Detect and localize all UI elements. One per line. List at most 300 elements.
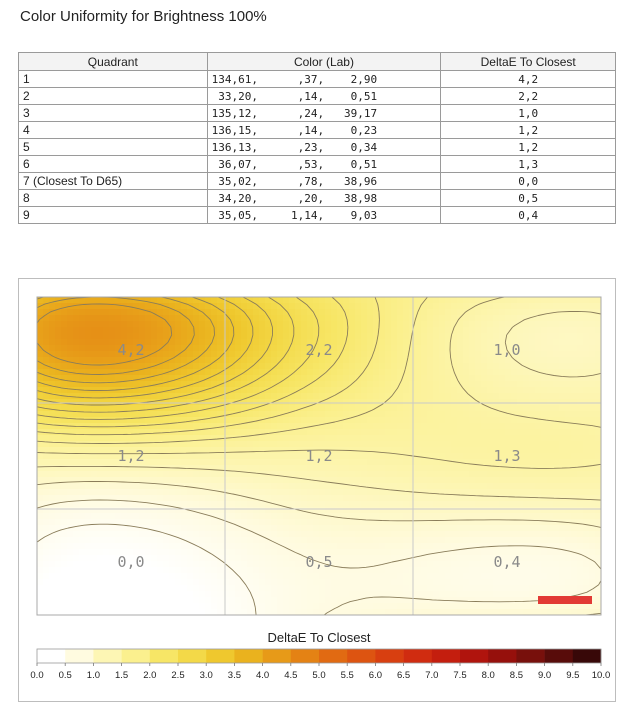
heatmap-cell xyxy=(85,405,92,412)
heatmap-cell xyxy=(91,501,98,508)
heatmap-cell xyxy=(583,369,590,376)
heatmap-cell xyxy=(319,315,326,322)
heatmap-cell xyxy=(133,495,140,502)
quadrant-cell: 2 xyxy=(19,88,208,105)
heatmap-cell xyxy=(211,585,218,592)
heatmap-cell xyxy=(463,381,470,388)
lab-cell: 135,12, ,24, 39,17 xyxy=(207,105,441,122)
heatmap-cell xyxy=(589,327,596,334)
heatmap-cell xyxy=(559,429,566,436)
heatmap-cell xyxy=(433,495,440,502)
heatmap-cell xyxy=(409,495,416,502)
heatmap-cell xyxy=(481,339,488,346)
heatmap-cell xyxy=(403,447,410,454)
heatmap-cell xyxy=(385,303,392,310)
heatmap-cell xyxy=(55,573,62,580)
heatmap-cell xyxy=(385,477,392,484)
heatmap-cell xyxy=(511,507,518,514)
heatmap-cell xyxy=(409,561,416,568)
heatmap-cell xyxy=(493,537,500,544)
heatmap-cell xyxy=(133,525,140,532)
heatmap-cell xyxy=(115,531,122,538)
heatmap-cell xyxy=(439,351,446,358)
heatmap-cell xyxy=(397,585,404,592)
heatmap-cell xyxy=(331,483,338,490)
heatmap-cell xyxy=(553,387,560,394)
heatmap-cell xyxy=(559,567,566,574)
heatmap-cell xyxy=(301,393,308,400)
heatmap-cell xyxy=(295,357,302,364)
heatmap-cell xyxy=(277,603,284,610)
heatmap-cell xyxy=(307,387,314,394)
heatmap-cell xyxy=(319,591,326,598)
heatmap-cell xyxy=(247,453,254,460)
heatmap-cell xyxy=(91,573,98,580)
heatmap-cell xyxy=(61,603,68,610)
heatmap-cell xyxy=(391,423,398,430)
heatmap-cell xyxy=(295,567,302,574)
heatmap-cell xyxy=(121,327,128,334)
heatmap-cell xyxy=(463,603,470,610)
heatmap-cell xyxy=(439,339,446,346)
heatmap-cell xyxy=(247,567,254,574)
heatmap-cell xyxy=(481,549,488,556)
heatmap-cell xyxy=(391,405,398,412)
heatmap-cell xyxy=(103,447,110,454)
heatmap-cell xyxy=(475,321,482,328)
heatmap-cell xyxy=(529,375,536,382)
heatmap-cell xyxy=(439,309,446,316)
heatmap-cell xyxy=(427,435,434,442)
heatmap-cell xyxy=(319,375,326,382)
heatmap-cell xyxy=(103,465,110,472)
heatmap-cell xyxy=(91,591,98,598)
heatmap-cell xyxy=(469,597,476,604)
heatmap-cell xyxy=(295,411,302,418)
heatmap-cell xyxy=(199,315,206,322)
heatmap-cell xyxy=(115,507,122,514)
heatmap-cell xyxy=(367,507,374,514)
heatmap-cell xyxy=(103,531,110,538)
heatmap-cell xyxy=(133,471,140,478)
heatmap-cell xyxy=(565,477,572,484)
heatmap-cell xyxy=(547,453,554,460)
heatmap-cell xyxy=(457,351,464,358)
heatmap-cell xyxy=(283,441,290,448)
heatmap-cell xyxy=(199,411,206,418)
heatmap-cell xyxy=(361,477,368,484)
heatmap-cell xyxy=(247,303,254,310)
heatmap-cell xyxy=(421,495,428,502)
heatmap-cell xyxy=(43,471,50,478)
heatmap-cell xyxy=(403,579,410,586)
heatmap-cell xyxy=(403,375,410,382)
heatmap-cell xyxy=(427,327,434,334)
heatmap-cell xyxy=(133,573,140,580)
heatmap-cell xyxy=(499,387,506,394)
heatmap-cell xyxy=(487,525,494,532)
heatmap-cell xyxy=(307,495,314,502)
heatmap-cell xyxy=(211,399,218,406)
heatmap-cell xyxy=(517,573,524,580)
heatmap-cell xyxy=(511,525,518,532)
heatmap-cell xyxy=(253,471,260,478)
heatmap-cell xyxy=(463,351,470,358)
heatmap-cell xyxy=(49,513,56,520)
heatmap-cell xyxy=(211,309,218,316)
quadrant-cell: 9 xyxy=(19,207,208,224)
heatmap-cell xyxy=(565,393,572,400)
heatmap-cell xyxy=(463,447,470,454)
heatmap-cell xyxy=(541,459,548,466)
heatmap-cell xyxy=(541,561,548,568)
heatmap-cell xyxy=(553,333,560,340)
heatmap-cell xyxy=(313,471,320,478)
heatmap-cell xyxy=(151,489,158,496)
heatmap-cell xyxy=(583,495,590,502)
heatmap-cell xyxy=(421,597,428,604)
heatmap-cell xyxy=(157,507,164,514)
heatmap-cell xyxy=(385,495,392,502)
heatmap-cell xyxy=(565,309,572,316)
heatmap-cell xyxy=(133,399,140,406)
heatmap-cell xyxy=(529,489,536,496)
heatmap-cell xyxy=(379,333,386,340)
heatmap-cell xyxy=(451,483,458,490)
heatmap-cell xyxy=(565,357,572,364)
heatmap-cell xyxy=(103,573,110,580)
heatmap-cell xyxy=(523,321,530,328)
heatmap-cell xyxy=(163,561,170,568)
heatmap-cell xyxy=(187,555,194,562)
heatmap-cell xyxy=(169,471,176,478)
heatmap-cell xyxy=(547,471,554,478)
heatmap-cell xyxy=(385,597,392,604)
heatmap-cell xyxy=(79,585,86,592)
heatmap-cell xyxy=(535,567,542,574)
heatmap-cell xyxy=(127,537,134,544)
heatmap-cell xyxy=(373,513,380,520)
heatmap-cell xyxy=(181,567,188,574)
heatmap-cell xyxy=(427,531,434,538)
heatmap-cell xyxy=(187,351,194,358)
heatmap-cell xyxy=(295,321,302,328)
heatmap-cell xyxy=(301,333,308,340)
heatmap-cell xyxy=(541,573,548,580)
heatmap-cell xyxy=(97,363,104,370)
heatmap-cell xyxy=(385,537,392,544)
heatmap-cell xyxy=(373,555,380,562)
heatmap-cell xyxy=(571,555,578,562)
heatmap-cell xyxy=(253,345,260,352)
heatmap-cell xyxy=(487,501,494,508)
column-header-quadrant: Quadrant xyxy=(19,53,208,71)
heatmap-cell xyxy=(349,555,356,562)
heatmap-cell xyxy=(67,531,74,538)
heatmap-cell xyxy=(85,441,92,448)
heatmap-cell xyxy=(235,567,242,574)
heatmap-cell xyxy=(211,441,218,448)
heatmap-cell xyxy=(295,327,302,334)
heatmap-cell xyxy=(535,519,542,526)
heatmap-cell xyxy=(205,495,212,502)
heatmap-cell xyxy=(349,303,356,310)
heatmap-cell xyxy=(253,519,260,526)
heatmap-cell xyxy=(547,321,554,328)
heatmap-cell xyxy=(337,477,344,484)
heatmap-cell xyxy=(265,603,272,610)
heatmap-cell xyxy=(283,429,290,436)
heatmap-cell xyxy=(433,309,440,316)
heatmap-cell xyxy=(325,537,332,544)
heatmap-cell xyxy=(43,591,50,598)
heatmap-cell xyxy=(475,333,482,340)
heatmap-cell xyxy=(187,309,194,316)
heatmap-cell xyxy=(415,537,422,544)
heatmap-cell xyxy=(427,519,434,526)
heatmap-cell xyxy=(313,363,320,370)
heatmap-cell xyxy=(349,405,356,412)
heatmap-cell xyxy=(217,477,224,484)
heatmap-cell xyxy=(529,549,536,556)
heatmap-cell xyxy=(373,375,380,382)
heatmap-cell xyxy=(61,351,68,358)
heatmap-cell xyxy=(55,483,62,490)
heatmap-cell xyxy=(61,441,68,448)
heatmap-cell xyxy=(367,549,374,556)
heatmap-cell xyxy=(463,435,470,442)
heatmap-cell xyxy=(487,435,494,442)
heatmap-cell xyxy=(589,573,596,580)
heatmap-cell xyxy=(193,513,200,520)
heatmap-cell xyxy=(385,453,392,460)
heatmap-cell xyxy=(121,309,128,316)
heatmap-cell xyxy=(259,363,266,370)
heatmap-cell xyxy=(409,465,416,472)
heatmap-cell xyxy=(523,309,530,316)
heatmap-cell xyxy=(379,495,386,502)
deltae-cell: 1,0 xyxy=(441,105,616,122)
heatmap-cell xyxy=(241,453,248,460)
heatmap-cell xyxy=(301,585,308,592)
heatmap-cell xyxy=(229,513,236,520)
heatmap-cell xyxy=(451,585,458,592)
heatmap-cell xyxy=(427,297,434,304)
heatmap-cell xyxy=(151,585,158,592)
heatmap-cell xyxy=(397,489,404,496)
heatmap-cell xyxy=(469,333,476,340)
heatmap-cell xyxy=(421,381,428,388)
heatmap-cell xyxy=(463,597,470,604)
heatmap-cell xyxy=(307,471,314,478)
heatmap-cell xyxy=(481,357,488,364)
heatmap-cell xyxy=(205,555,212,562)
heatmap-cell xyxy=(433,339,440,346)
heatmap-cell xyxy=(301,579,308,586)
heatmap-cell xyxy=(589,531,596,538)
heatmap-cell xyxy=(121,333,128,340)
heatmap-cell xyxy=(385,393,392,400)
heatmap-cell xyxy=(139,435,146,442)
heatmap-cell xyxy=(289,585,296,592)
heatmap-cell xyxy=(367,387,374,394)
heatmap-cell xyxy=(235,333,242,340)
heatmap-cell xyxy=(547,555,554,562)
heatmap-cell xyxy=(163,513,170,520)
heatmap-cell xyxy=(145,459,152,466)
heatmap-cell xyxy=(199,333,206,340)
heatmap-cell xyxy=(211,435,218,442)
quadrant-cell: 8 xyxy=(19,190,208,207)
heatmap-cell xyxy=(373,549,380,556)
heatmap-cell xyxy=(223,555,230,562)
heatmap-cell xyxy=(433,429,440,436)
heatmap-cell xyxy=(349,507,356,514)
heatmap-cell xyxy=(403,327,410,334)
heatmap-cell xyxy=(109,447,116,454)
heatmap-cell xyxy=(379,525,386,532)
heatmap-cell xyxy=(79,327,86,334)
heatmap-cell xyxy=(523,453,530,460)
heatmap-cell xyxy=(367,489,374,496)
heatmap-cell xyxy=(589,429,596,436)
heatmap-cell xyxy=(343,399,350,406)
heatmap-cell xyxy=(319,495,326,502)
heatmap-cell xyxy=(553,393,560,400)
heatmap-cell xyxy=(535,441,542,448)
heatmap-cell xyxy=(415,339,422,346)
heatmap-cell xyxy=(463,453,470,460)
heatmap-cell xyxy=(559,513,566,520)
heatmap-cell xyxy=(67,327,74,334)
heatmap-cell xyxy=(253,321,260,328)
heatmap-cell xyxy=(307,537,314,544)
heatmap-cell xyxy=(367,513,374,520)
heatmap-cell xyxy=(241,441,248,448)
heatmap-cell xyxy=(403,513,410,520)
heatmap-cell xyxy=(415,483,422,490)
heatmap-cell xyxy=(493,531,500,538)
heatmap-cell xyxy=(391,297,398,304)
heatmap-cell xyxy=(49,453,56,460)
heatmap-cell xyxy=(361,525,368,532)
heatmap-cell xyxy=(553,441,560,448)
heatmap-cell xyxy=(85,315,92,322)
heatmap-cell xyxy=(337,525,344,532)
heatmap-cell xyxy=(253,453,260,460)
heatmap-cell xyxy=(79,393,86,400)
heatmap-cell xyxy=(169,525,176,532)
heatmap-cell xyxy=(67,321,74,328)
heatmap-cell xyxy=(289,603,296,610)
heatmap-cell xyxy=(151,447,158,454)
heatmap-cell xyxy=(175,513,182,520)
heatmap-cell xyxy=(49,357,56,364)
heatmap-cell xyxy=(259,345,266,352)
heatmap-cell xyxy=(145,333,152,340)
heatmap-cell xyxy=(535,573,542,580)
heatmap-cell xyxy=(463,567,470,574)
heatmap-cell xyxy=(277,417,284,424)
heatmap-cell xyxy=(289,531,296,538)
heatmap-cell xyxy=(169,507,176,514)
heatmap-cell xyxy=(403,543,410,550)
heatmap-cell xyxy=(265,513,272,520)
heatmap-cell xyxy=(517,591,524,598)
heatmap-cell xyxy=(295,309,302,316)
heatmap-cell xyxy=(343,429,350,436)
heatmap-cell xyxy=(343,327,350,334)
heatmap-cell xyxy=(457,303,464,310)
heatmap-cell xyxy=(319,309,326,316)
heatmap-cell xyxy=(385,309,392,316)
heatmap-cell xyxy=(583,399,590,406)
heatmap-cell xyxy=(445,591,452,598)
heatmap-cell xyxy=(391,513,398,520)
heatmap-cell xyxy=(577,585,584,592)
heatmap-cell xyxy=(379,393,386,400)
heatmap-cell xyxy=(421,507,428,514)
heatmap-cell xyxy=(481,603,488,610)
heatmap-cell xyxy=(289,441,296,448)
heatmap-cell xyxy=(235,435,242,442)
heatmap-cell xyxy=(487,387,494,394)
heatmap-cell xyxy=(391,345,398,352)
heatmap-cell xyxy=(451,393,458,400)
heatmap-cell xyxy=(253,579,260,586)
heatmap-cell xyxy=(61,591,68,598)
heatmap-cell xyxy=(523,555,530,562)
heatmap-cell xyxy=(61,333,68,340)
heatmap-cell xyxy=(313,507,320,514)
heatmap-cell xyxy=(109,339,116,346)
heatmap-cell xyxy=(289,399,296,406)
heatmap-cell xyxy=(151,315,158,322)
heatmap-cell xyxy=(457,483,464,490)
heatmap-cell xyxy=(43,435,50,442)
heatmap-cell xyxy=(469,537,476,544)
heatmap-cell xyxy=(241,465,248,472)
heatmap-cell xyxy=(163,411,170,418)
heatmap-cell xyxy=(67,561,74,568)
heatmap-cell xyxy=(475,549,482,556)
heatmap-cell xyxy=(175,315,182,322)
heatmap-cell xyxy=(391,579,398,586)
heatmap-cell xyxy=(79,321,86,328)
heatmap-cell xyxy=(211,351,218,358)
heatmap-cell xyxy=(109,573,116,580)
heatmap-cell xyxy=(181,333,188,340)
heatmap-cell xyxy=(535,435,542,442)
heatmap-cell xyxy=(103,525,110,532)
heatmap-cell xyxy=(211,345,218,352)
heatmap-cell xyxy=(277,585,284,592)
heatmap-cell xyxy=(433,315,440,322)
heatmap-cell xyxy=(397,543,404,550)
heatmap-cell xyxy=(181,495,188,502)
heatmap-cell xyxy=(133,327,140,334)
heatmap-cell xyxy=(379,531,386,538)
heatmap-cell xyxy=(349,321,356,328)
heatmap-cell xyxy=(475,417,482,424)
heatmap-cell xyxy=(475,447,482,454)
heatmap-cell xyxy=(463,411,470,418)
heatmap-cell xyxy=(385,351,392,358)
heatmap-cell xyxy=(559,345,566,352)
heatmap-cell xyxy=(565,345,572,352)
heatmap-cell xyxy=(211,561,218,568)
heatmap-cell xyxy=(445,369,452,376)
